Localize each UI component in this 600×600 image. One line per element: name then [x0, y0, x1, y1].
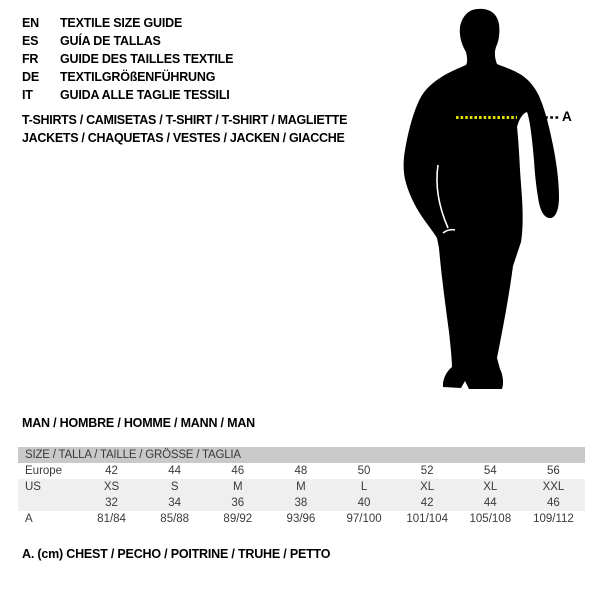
size-cell: 56 [547, 465, 560, 477]
size-cell: L [360, 481, 368, 493]
row-label [18, 495, 80, 511]
size-table [18, 447, 585, 527]
table-row-a-measure [18, 511, 585, 527]
legend-row-de [22, 68, 233, 86]
size-cell: 34 [168, 497, 182, 509]
language-code: EN [22, 16, 39, 30]
size-cell: S [170, 481, 179, 493]
category-tshirts: T-SHIRTS / CAMISETAS / T-SHIRT / T-SHIRT / MAGLIETTE [22, 113, 348, 127]
size-cell: XL [420, 481, 435, 493]
size-cell: 81/84 [97, 513, 126, 525]
size-cell: 101/104 [406, 513, 448, 525]
language-legend [22, 14, 233, 104]
row-label: US [25, 481, 41, 493]
measurement-footnote: A. (cm) CHEST / PECHO / POITRINE / TRUHE / PETTO [22, 547, 331, 561]
language-code: FR [22, 52, 39, 66]
size-cell: 54 [483, 465, 497, 477]
language-label: TEXTILE SIZE GUIDE [60, 16, 183, 30]
table-row-us-numeric [18, 495, 585, 511]
size-cell: 46 [547, 497, 560, 509]
section-title-man: MAN / HOMBRE / HOMME / MANN / MAN [22, 416, 255, 430]
legend-row-es [22, 32, 233, 50]
size-table-header: SIZE / TALLA / TAILLE / GRÖSSE / TAGLIA [18, 447, 585, 463]
size-cell: 46 [231, 465, 245, 477]
legend-row-it [22, 86, 233, 104]
language-label: GUÍA DE TALLAS [60, 34, 161, 48]
legend-row-en [22, 14, 233, 32]
size-cell: 97/100 [346, 513, 382, 525]
size-cell: 85/88 [160, 513, 190, 525]
size-cell: 52 [420, 465, 434, 477]
language-code: IT [22, 88, 33, 102]
category-jackets: JACKETS / CHAQUETAS / VESTES / JACKEN / GIACCHE [22, 131, 345, 145]
size-cell: 105/108 [469, 513, 512, 525]
size-cell: 42 [420, 497, 434, 509]
size-cell: 44 [483, 497, 497, 509]
language-label: TEXTILGRÖßENFÜHRUNG [60, 70, 216, 84]
size-cell: 38 [294, 497, 308, 509]
language-label: GUIDE DES TAILLES TEXTILE [60, 52, 234, 66]
size-cell: XL [483, 481, 498, 493]
size-cell: XXL [542, 481, 565, 493]
size-cell: 40 [357, 497, 371, 509]
row-label: A [25, 513, 33, 525]
size-cell: XS [103, 481, 120, 493]
table-row-europe [18, 463, 585, 479]
language-label: GUIDA ALLE TAGLIE TESSILI [60, 88, 230, 102]
legend-row-fr [22, 50, 233, 68]
table-row-us [18, 479, 585, 495]
size-cell: 42 [105, 465, 118, 477]
size-cell: 89/92 [223, 513, 253, 525]
row-label: Europe [25, 465, 63, 477]
garment-categories [22, 111, 347, 147]
size-cell: 32 [105, 497, 118, 509]
size-cell: 44 [168, 465, 182, 477]
size-cell: 93/96 [286, 513, 316, 525]
language-code: ES [22, 34, 39, 48]
size-cell: 36 [231, 497, 245, 509]
measurement-a-label: A [562, 109, 572, 124]
size-cell: M [233, 481, 243, 493]
size-cell: 50 [357, 465, 371, 477]
size-cell: 48 [294, 465, 308, 477]
man-silhouette [400, 0, 600, 400]
language-code: DE [22, 70, 39, 84]
size-cell: M [296, 481, 306, 493]
size-cell: 109/112 [533, 513, 574, 525]
